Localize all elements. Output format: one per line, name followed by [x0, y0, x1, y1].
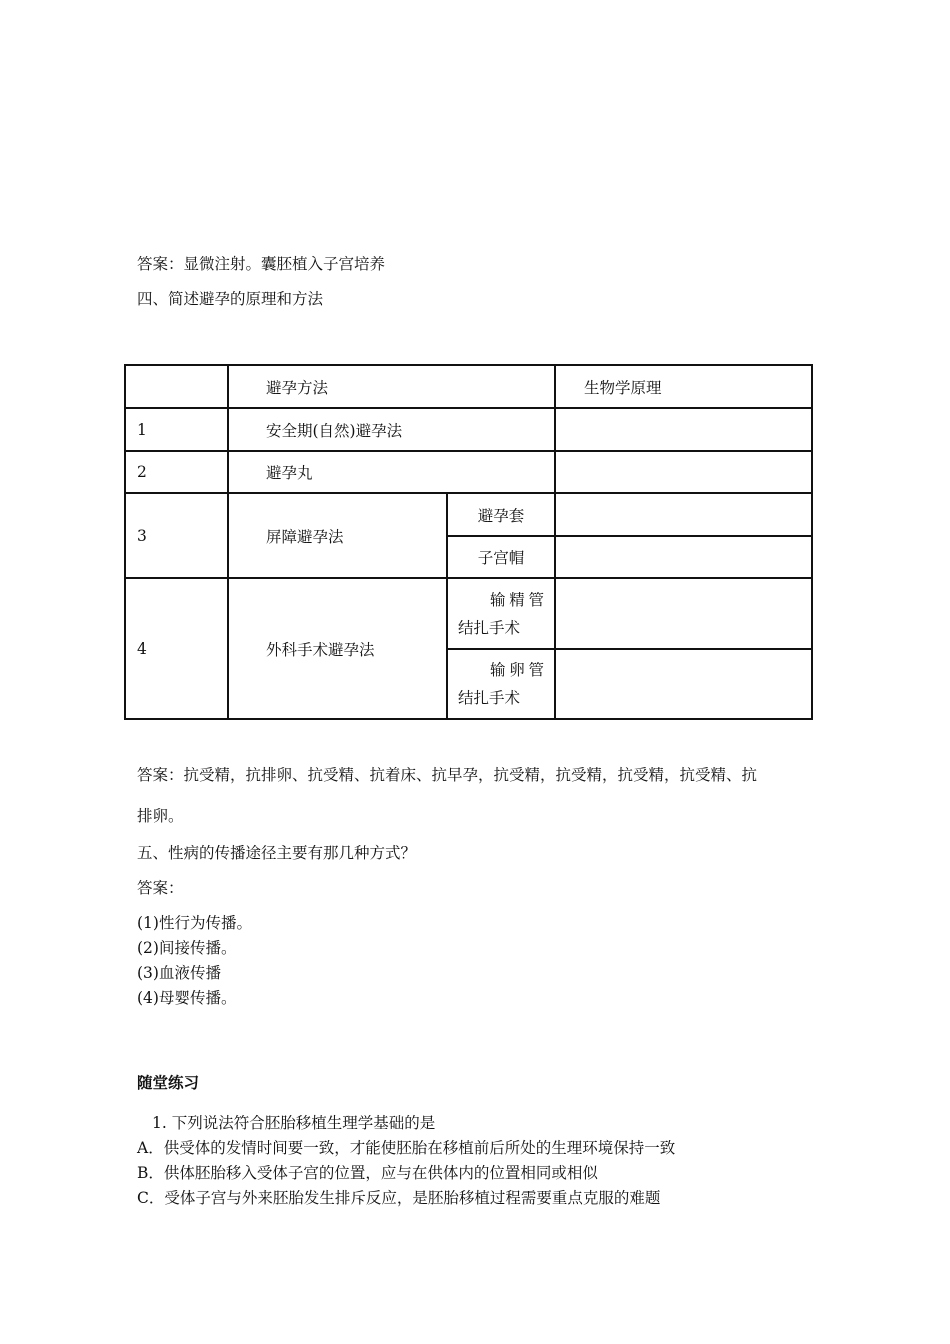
answer-3-item: (4)母婴传播。: [137, 989, 237, 1007]
method-cell: 外科手术避孕法: [228, 578, 447, 719]
practice-option-c: C．受体子宫与外来胚胎发生排斥反应，是胚胎移植过程需要重点克服的难题: [137, 1189, 661, 1207]
answer-3-item: (3)血液传播: [137, 964, 221, 982]
method-cell: 屏障避孕法: [228, 493, 447, 578]
answer-2-line-1: 答案：抗受精，抗排卵、抗受精、抗着床、抗早孕，抗受精，抗受精，抗受精，抗受精、抗: [137, 766, 758, 784]
sub-method-line: 输精管: [490, 590, 545, 609]
sub-method-cell: [447, 578, 555, 649]
question-4-title: 四、简述避孕的原理和方法: [137, 290, 324, 308]
row-num-cell: 1: [125, 408, 228, 451]
practice-question-1: 1. 下列说法符合胚胎移植生理学基础的是: [152, 1114, 436, 1132]
practice-option-a: A．供受体的发情时间要一致，才能使胚胎在移植前后所处的生理环境保持一致: [137, 1139, 676, 1157]
principle-cell: [555, 408, 812, 451]
principle-cell: [555, 649, 812, 719]
header-method-cell: 避孕方法: [228, 365, 555, 408]
principle-cell: [555, 451, 812, 493]
principle-cell: [555, 536, 812, 578]
row-num-cell: 3: [125, 493, 228, 578]
table-row: [125, 578, 812, 649]
question-5-title: 五、性病的传播途径主要有那几种方式？: [137, 844, 417, 862]
answer-3-item: (1)性行为传播。: [137, 914, 252, 932]
sub-method-line: 结扎手术: [458, 689, 521, 707]
sub-method-line: 结扎手术: [458, 618, 521, 637]
table-row: [125, 493, 812, 536]
header-principle-cell: 生物学原理: [555, 365, 812, 408]
method-cell: 避孕丸: [228, 451, 555, 493]
row-num-cell: 4: [125, 578, 228, 719]
row-num-cell: 2: [125, 451, 228, 493]
table-header-row: [125, 365, 812, 408]
principle-cell: [555, 578, 812, 649]
answer-2-line-2: 排卵。: [137, 807, 184, 825]
table-row: [125, 451, 812, 493]
practice-title: 随堂练习: [137, 1074, 200, 1092]
answer-1: 答案：显微注射。囊胚植入子宫培养: [137, 255, 386, 273]
sub-method-cell: 子宫帽: [447, 536, 555, 578]
sub-method-cell: 避孕套: [447, 493, 555, 536]
practice-option-b: B．供体胚胎移入受体子宫的位置，应与在供体内的位置相同或相似: [137, 1164, 598, 1182]
answer-3-item: (2)间接传播。: [137, 939, 237, 957]
answer-3-label: 答案：: [137, 879, 184, 897]
sub-method-line: 输卵管: [490, 661, 545, 679]
header-num-cell: [125, 365, 228, 408]
contraception-table: [124, 364, 813, 720]
principle-cell: [555, 493, 812, 536]
sub-method-cell: [447, 649, 555, 719]
table-row: [125, 408, 812, 451]
method-cell: 安全期(自然)避孕法: [228, 408, 555, 451]
